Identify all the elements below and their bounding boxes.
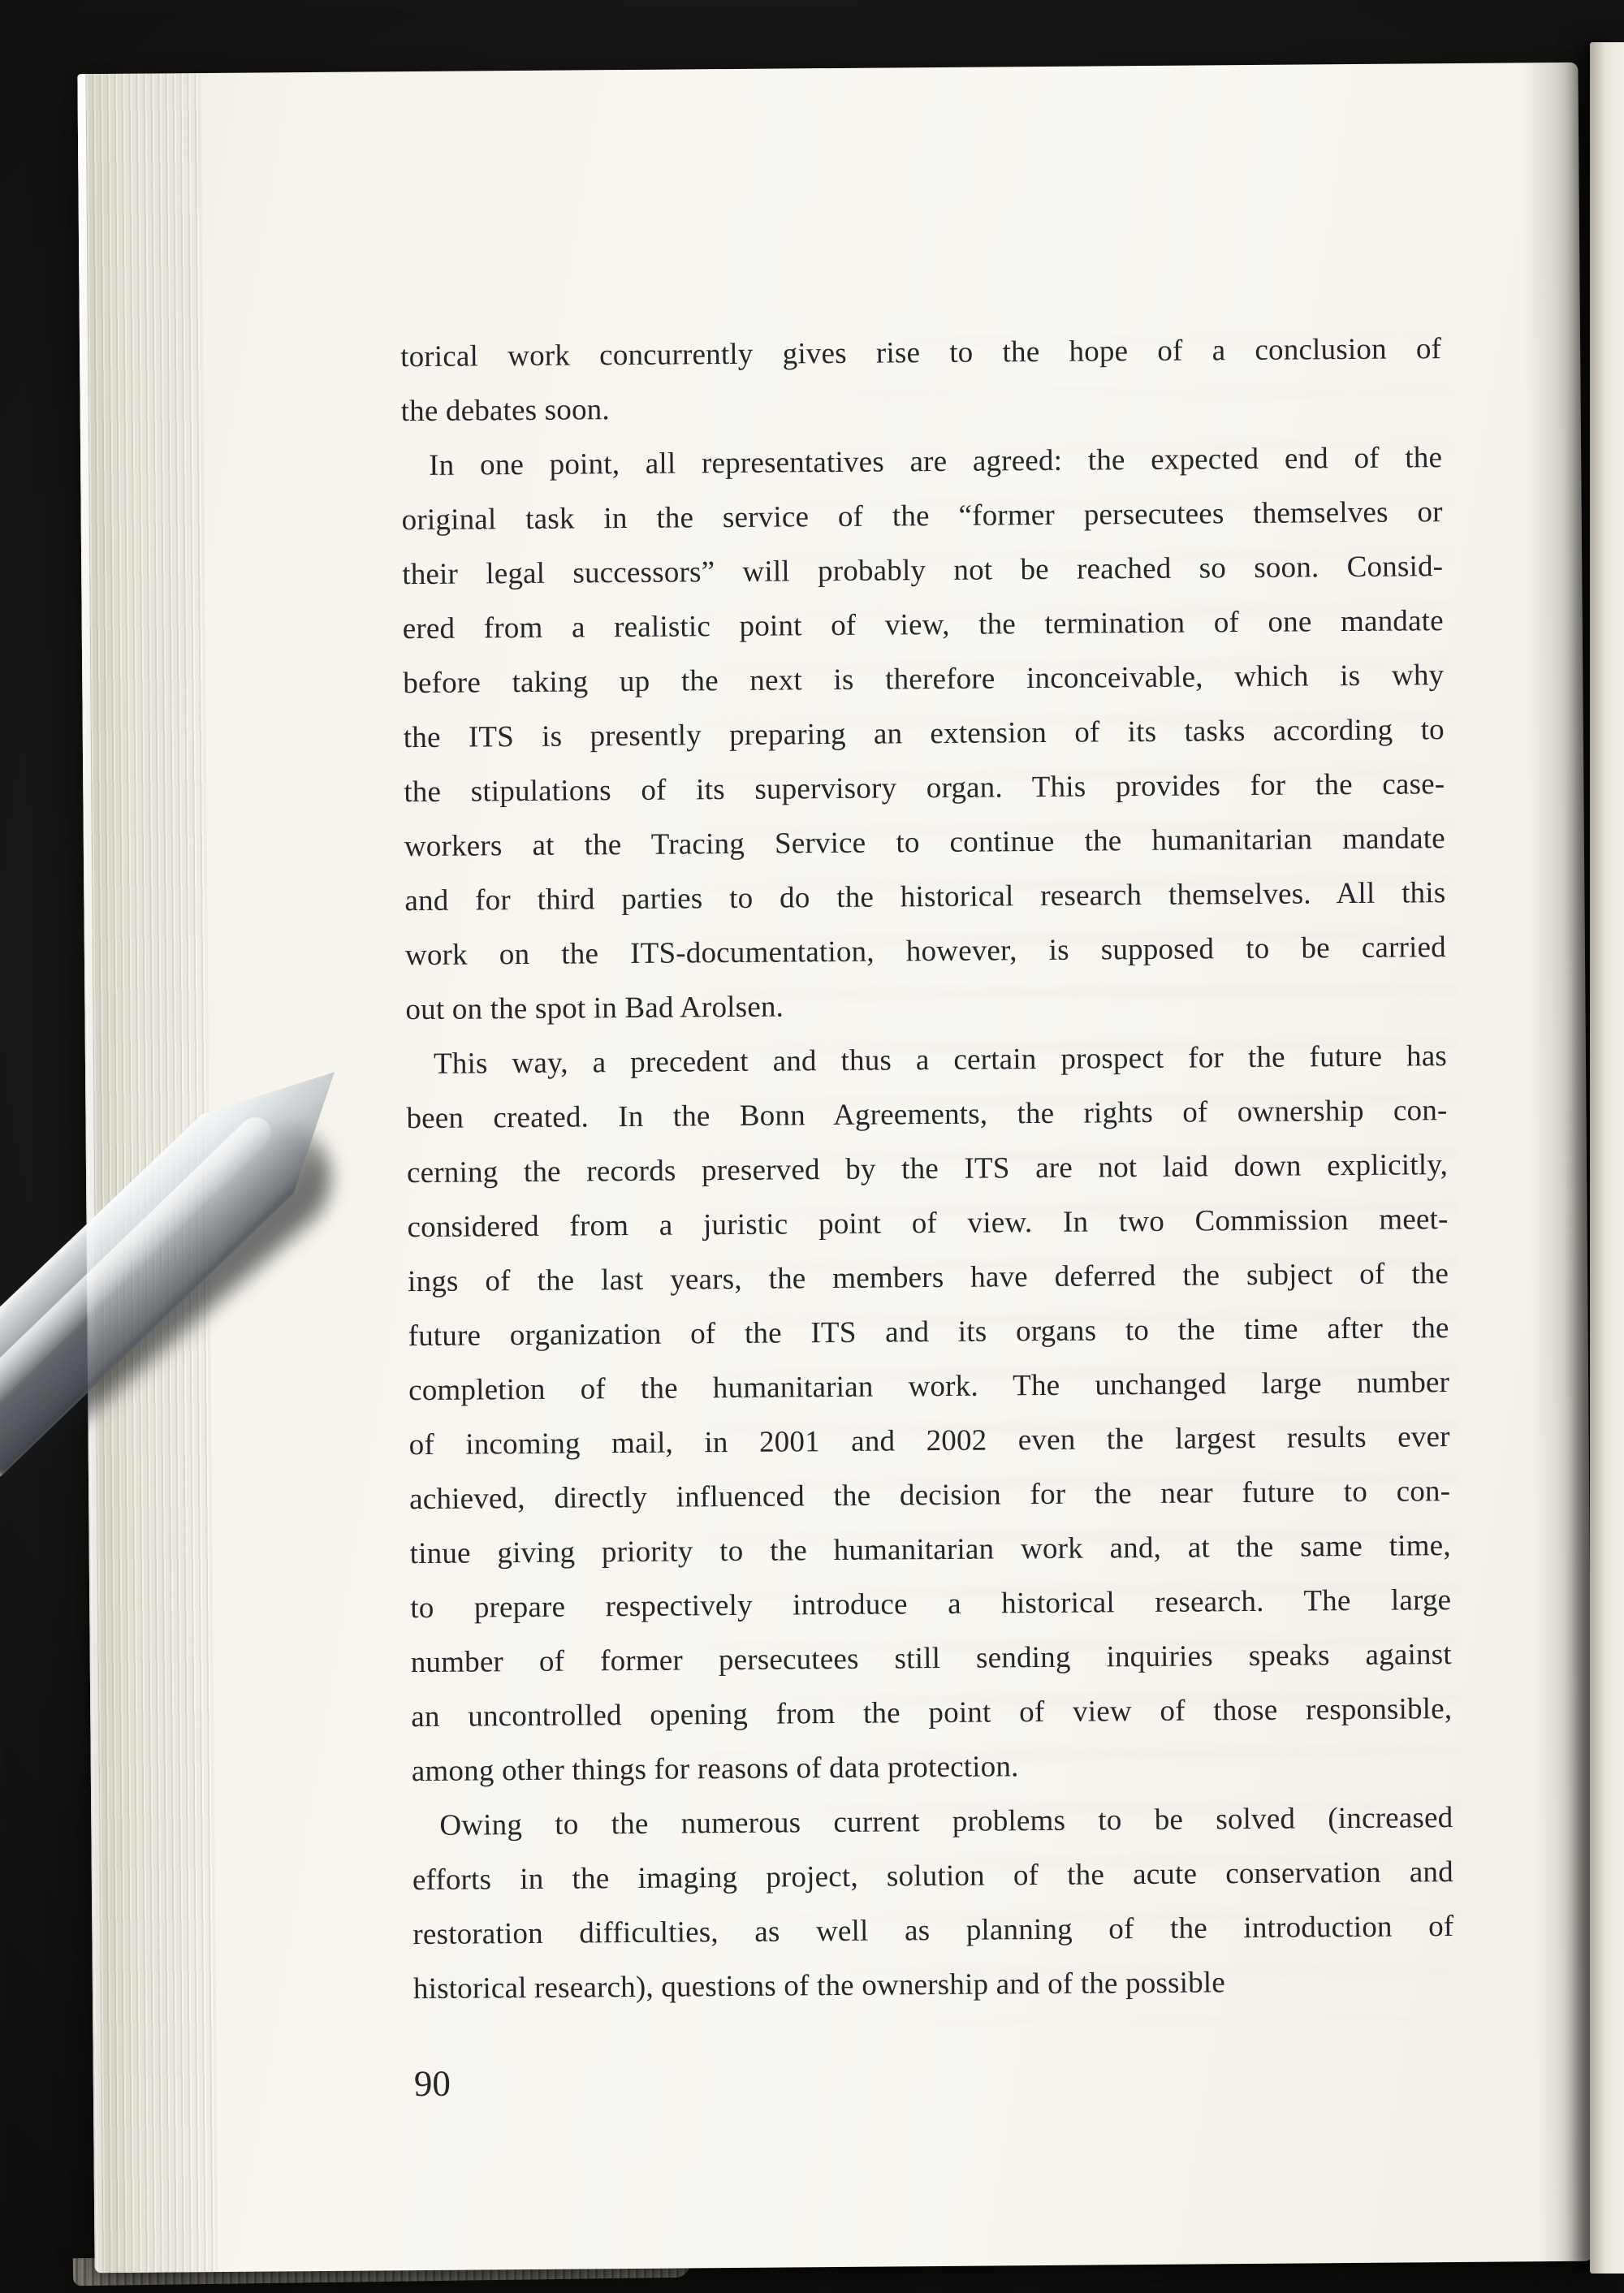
paragraph bbox=[400, 322, 1442, 438]
text-line: tinue giving priority to the humanitarian work and, at the same time, bbox=[409, 1529, 1451, 1571]
text-line: This way, a precedent and thus a certain prospect for the future has bbox=[433, 1039, 1448, 1081]
text-line: the debates soon. bbox=[400, 393, 611, 429]
page-number: 90 bbox=[413, 2062, 451, 2105]
text-line: ered from a realistic point of view, the termination of one mandate bbox=[402, 604, 1444, 646]
text-line: achieved, directly influenced the decision for the near future to con- bbox=[409, 1475, 1451, 1517]
text-line: their legal successors” will probably not be reached so soon. Consid- bbox=[402, 550, 1444, 592]
text-line: In one point, all representatives are agreed: the expected end of the bbox=[429, 441, 1443, 482]
adjacent-page-edge bbox=[1590, 42, 1624, 2274]
text-line: future organization of the ITS and its organs to the time after the bbox=[408, 1311, 1449, 1354]
paragraph bbox=[412, 1790, 1454, 2016]
paragraph bbox=[401, 430, 1447, 1037]
text-line: to prepare respectively introduce a historical research. The large bbox=[410, 1583, 1452, 1626]
paragraph bbox=[406, 1029, 1453, 1799]
text-line: completion of the humanitarian work. The unchanged large number bbox=[408, 1366, 1450, 1408]
text-line: torical work concurrently gives rise to the hope of a conclusion of bbox=[400, 332, 1442, 374]
text-line: cerning the records preserved by the ITS are not laid down explicitly, bbox=[406, 1148, 1449, 1190]
text-line: considered from a juristic point of view. In two Commission meet- bbox=[407, 1203, 1449, 1245]
text-line: efforts in the imaging project, solution of the acute conservation and bbox=[412, 1855, 1453, 1898]
text-line: among other things for reasons of data protection. bbox=[411, 1750, 1019, 1789]
text-line: work on the ITS-documentation, however, is supposed to be carried bbox=[404, 931, 1447, 973]
text-line: before taking up the next is therefore inconceivable, which is why bbox=[403, 659, 1445, 701]
text-line: workers at the Tracing Service to continue the humanitarian mandate bbox=[404, 822, 1446, 864]
text-line: restoration difficulties, as well as planning of the introduction of bbox=[412, 1910, 1454, 1952]
text-line: number of former persecutees still sending inquiries speaks against bbox=[410, 1638, 1452, 1680]
text-line: historical research), questions of the ownership and of the possible bbox=[412, 1966, 1226, 2006]
text-line: Owing to the numerous current problems to be solved (increased bbox=[439, 1801, 1453, 1842]
text-line: and for third parties to do the historical research themselves. All this bbox=[404, 876, 1446, 918]
text-line: the ITS is presently preparing an extension of its tasks according to bbox=[403, 713, 1445, 755]
text-line: ings of the last years, the members have deferred the subject of the bbox=[407, 1257, 1449, 1299]
text-line: the stipulations of its supervisory organ. This provides for the case- bbox=[404, 767, 1445, 810]
text-line: out on the spot in Bad Arolsen. bbox=[405, 990, 784, 1027]
text-line: original task in the service of the “former persecutees themselves or bbox=[401, 495, 1443, 538]
text-line: an uncontrolled opening from the point of view of those responsible, bbox=[411, 1692, 1453, 1734]
text-line: of incoming mail, in 2001 and 2002 even the largest results ever bbox=[408, 1420, 1450, 1462]
page-text-block bbox=[400, 322, 1454, 2016]
text-line: been created. In the Bonn Agreements, the rights of ownership con- bbox=[406, 1094, 1448, 1136]
